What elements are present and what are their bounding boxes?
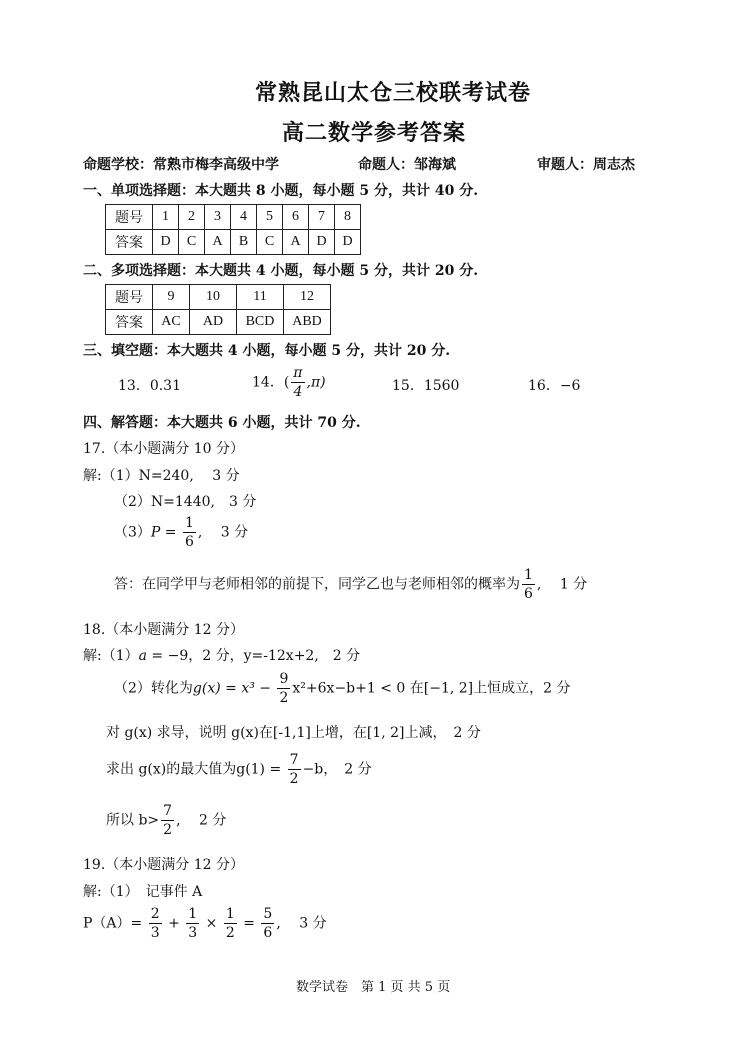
table-cell: AD: [190, 310, 237, 335]
document-subtitle: 高二数学参考答案: [282, 120, 467, 146]
q18-line1-prefix: 解:（1）: [83, 648, 139, 664]
fraction: [291, 364, 304, 401]
q18-title: 18.（本小题满分 12 分）: [83, 622, 244, 638]
table-cell: 题号: [106, 205, 153, 230]
fraction: [522, 566, 535, 603]
fraction-numerator: 2: [150, 906, 160, 922]
table-cell: 6: [283, 205, 309, 230]
fraction-denominator: 2: [163, 822, 173, 838]
single-choice-table: [105, 204, 361, 255]
fraction-numerator: 1: [188, 906, 198, 922]
section4-heading: 四、解答题：本大题共 6 小题，共计 70 分.: [83, 415, 361, 431]
table-cell: 9: [153, 285, 190, 310]
q18-line4: [106, 751, 372, 788]
q19-line1: 解:（1） 记事件 A: [83, 884, 203, 900]
q18-line2-rest: x²+6x−b+1 < 0 在[−1, 2]上恒成立，2 分: [292, 680, 571, 697]
q17-answer: [114, 566, 587, 603]
q17-line3-prefix: （3）: [114, 524, 151, 541]
section3-heading: 三、填空题：本大题共 4 小题，每小题 5 分，共计 20 分.: [83, 343, 451, 359]
table-cell: 7: [309, 205, 335, 230]
table-row: [106, 230, 361, 255]
meta-author: 命题人：邹海斌: [358, 157, 456, 173]
fraction: [183, 514, 196, 551]
q19-line2: [83, 905, 327, 942]
q17-eq: =: [160, 524, 181, 541]
q17-line3: [114, 514, 248, 551]
fraction-numerator: 9: [279, 671, 289, 687]
fraction-denominator: 2: [279, 690, 289, 706]
table-cell: C: [179, 230, 205, 255]
table-cell: B: [231, 230, 257, 255]
answer-13: 13．0.31: [118, 378, 181, 394]
table-cell: D: [335, 230, 361, 255]
fraction-numerator: 7: [163, 803, 173, 819]
fraction-numerator: 5: [263, 906, 273, 922]
q18-line2-prefix: （2）转化为: [114, 680, 193, 697]
table-cell: A: [283, 230, 309, 255]
section2-heading: 二、多项选择题：本大题共 4 小题，每小题 5 分，共计 20 分.: [83, 263, 479, 279]
q18-line1: [83, 645, 360, 665]
answer-14: [252, 364, 326, 401]
table-cell: 1: [153, 205, 179, 230]
fraction: [161, 802, 174, 839]
q18-line4-rest: −b， 2 分: [302, 761, 372, 778]
q18-function: g(x) = x³ −: [192, 680, 276, 697]
q17-answer-text: 答：在同学甲与老师相邻的前提下，同学乙也与老师相邻的概率为: [114, 576, 520, 593]
table-row: [106, 310, 331, 335]
q17-var: P: [150, 524, 161, 541]
fraction-denominator: 6: [263, 925, 273, 941]
answer-15: 15．1560: [392, 378, 460, 394]
table-cell: 4: [231, 205, 257, 230]
fraction: [288, 751, 301, 788]
table-row: [106, 205, 361, 230]
fraction-denominator: 6: [184, 534, 194, 550]
q17-answer-suffix: , 1 分: [536, 576, 588, 593]
fraction: [149, 905, 162, 942]
q18-line4-prefix: 求出 g(x)的最大值为g(1) =: [106, 761, 286, 778]
fraction: [277, 670, 290, 707]
equals-sign: =: [238, 915, 260, 932]
times-sign: ×: [201, 915, 222, 932]
answer-14-rest: ,π): [306, 374, 326, 391]
fraction-denominator: 4: [293, 384, 303, 400]
table-cell: AC: [153, 310, 190, 335]
q18-line2: [114, 670, 571, 707]
table-cell: 题号: [106, 285, 153, 310]
table-cell: 答案: [106, 230, 153, 255]
table-cell: C: [257, 230, 283, 255]
table-row: [106, 285, 331, 310]
fraction-denominator: 6: [524, 586, 533, 602]
answer-14-open: (: [283, 374, 290, 391]
table-cell: 2: [179, 205, 205, 230]
meta-school: 命题学校：常熟市梅李高级中学: [83, 157, 279, 173]
table-cell: 12: [284, 285, 331, 310]
fraction: [186, 905, 199, 942]
q18-line5-prefix: 所以 b>: [106, 812, 160, 829]
document-title: 常熟昆山太仓三校联考试卷: [255, 80, 532, 106]
fraction-numerator: 1: [225, 906, 235, 922]
fraction-numerator: π: [293, 365, 303, 381]
page-footer: 数学试卷 第 1 页 共 5 页: [296, 980, 451, 995]
multi-choice-table: [105, 284, 331, 335]
fraction: [261, 905, 274, 942]
meta-reviewer: 审题人：周志杰: [537, 157, 635, 173]
table-cell: 5: [257, 205, 283, 230]
table-cell: D: [153, 230, 179, 255]
table-cell: 8: [335, 205, 361, 230]
q18-line5-rest: , 2 分: [176, 812, 227, 829]
table-cell: 3: [205, 205, 231, 230]
table-cell: D: [309, 230, 335, 255]
fraction: [224, 905, 237, 942]
fraction-numerator: 7: [289, 752, 299, 768]
answer-16: 16．−6: [528, 378, 581, 394]
q18-line1-rest: = −9，2 分，y=-12x+2, 2 分: [146, 648, 361, 664]
fraction-denominator: 3: [150, 925, 160, 941]
table-cell: 11: [237, 285, 284, 310]
q18-line3: 对 g(x) 求导，说明 g(x)在[-1,1]上增，在[1, 2]上减， 2 分: [106, 725, 481, 741]
q19-line2-prefix: P（A）=: [83, 915, 147, 932]
table-cell: A: [205, 230, 231, 255]
q19-title: 19.（本小题满分 12 分）: [83, 857, 244, 873]
q17-line3-suffix: , 3 分: [197, 524, 249, 541]
answer-14-label: 14．: [252, 374, 284, 391]
table-cell: 答案: [106, 310, 153, 335]
table-cell: BCD: [237, 310, 284, 335]
fraction-denominator: 3: [188, 925, 198, 941]
section1-heading: 一、单项选择题：本大题共 8 小题，每小题 5 分，共计 40 分.: [83, 183, 479, 199]
q17-line2: （2）N=1440, 3 分: [114, 494, 257, 510]
fraction-numerator: 1: [184, 515, 194, 531]
fraction-denominator: 2: [225, 925, 235, 941]
table-cell: ABD: [284, 310, 331, 335]
q18-line5: [106, 802, 226, 839]
plus-sign: +: [163, 915, 185, 932]
q18-var-a: a: [138, 648, 147, 664]
q17-line1: 解:（1）N=240, 3 分: [83, 468, 240, 484]
q17-title: 17.（本小题满分 10 分）: [83, 441, 244, 457]
q19-line2-suffix: , 3 分: [276, 915, 327, 932]
fraction-numerator: 1: [524, 567, 533, 583]
table-cell: 10: [190, 285, 237, 310]
fraction-denominator: 2: [289, 771, 299, 787]
